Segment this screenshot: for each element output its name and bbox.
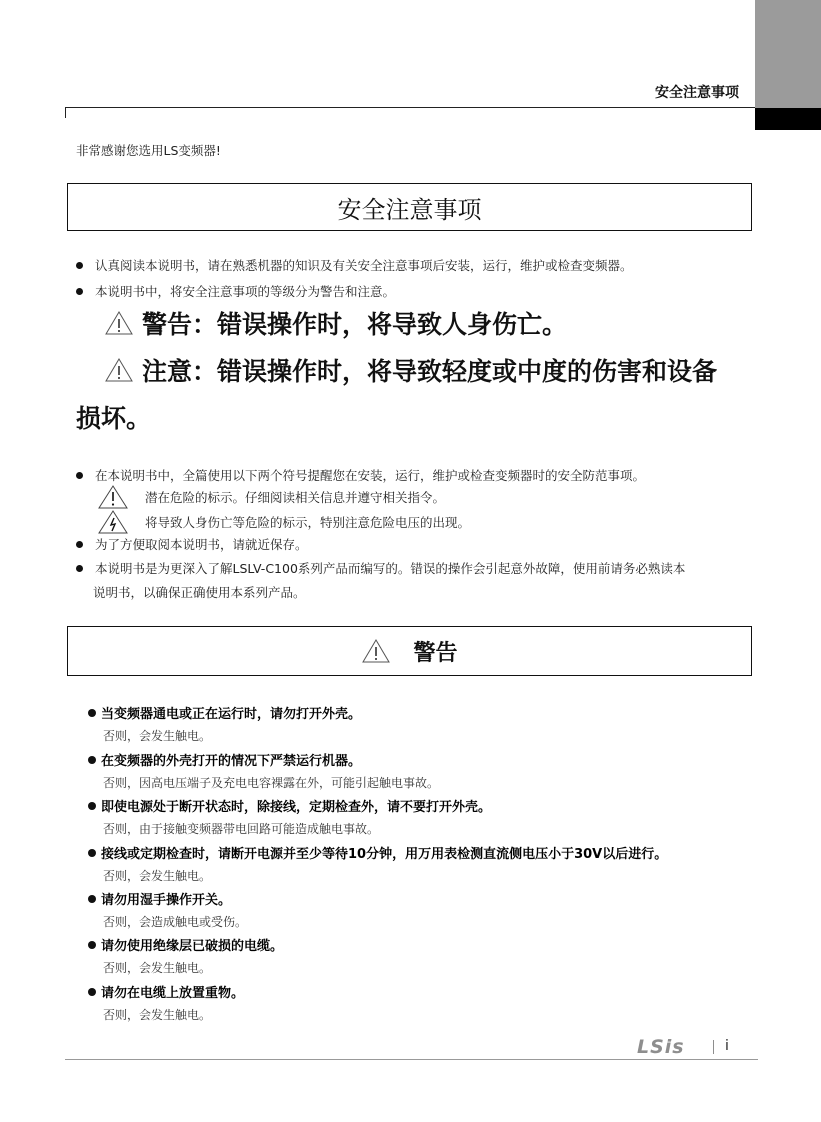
symbol-label: 潜在危险的标示。仔细阅读相关信息并遵守相关指令。 <box>145 490 446 505</box>
warning-item-detail: 否则，由于接触变频器带电回路可能造成触电事故。 <box>103 822 380 836</box>
bullet-icon <box>76 262 83 269</box>
warning-item-title: 接线或定期检查时，请断开电源并至少等待10分钟，用万用表检测直流侧电压小于30V以后进行。 <box>101 847 668 862</box>
safety-title: 安全注意事项 <box>337 195 482 224</box>
caution-triangle-icon <box>104 357 134 383</box>
warning-title: 警告 <box>413 640 458 666</box>
warning-item-detail: 否则，会发生触电。 <box>103 961 212 975</box>
warning-item-detail: 否则，会发生触电。 <box>103 869 212 883</box>
caution-level-text: 注意：错误操作时，将导致轻度或中度的伤害和设备 <box>142 357 718 386</box>
warning-item-detail: 否则，会发生触电。 <box>103 729 212 743</box>
warning-item <box>88 843 667 862</box>
keep-manual-text: 为了方便取阅本说明书，请就近保存。 <box>95 537 308 552</box>
purpose-text-continued: 说明书，以确保正确使用本系列产品。 <box>93 585 306 600</box>
footer-rule <box>65 1059 758 1060</box>
warning-level-line <box>104 305 567 341</box>
bullet-icon <box>88 756 96 764</box>
thanks-text: 非常感谢您选用LS变频器! <box>76 143 221 158</box>
warning-item-title: 请勿使用绝缘层已破损的电缆。 <box>101 939 284 954</box>
bullet-icon <box>88 849 96 857</box>
warning-item-detail: 否则，因高电压端子及充电电容裸露在外，可能引起触电事故。 <box>103 776 440 790</box>
warning-triangle-icon <box>104 310 134 336</box>
intro-bullet-text: 本说明书中，将安全注意事项的等级分为警告和注意。 <box>95 284 396 299</box>
bullet-icon <box>88 941 96 949</box>
purpose-text: 本说明书是为更深入了解LSLV-C100系列产品而编写的。错误的操作会引起意外故障，使用前请务必熟读本 <box>95 561 686 576</box>
lsis-logo: LSis <box>637 1036 685 1058</box>
warning-triangle-icon <box>361 638 391 664</box>
warning-item-title: 请勿在电缆上放置重物。 <box>101 986 245 1001</box>
symbol-label: 将导致人身伤亡等危险的标示，特别注意危险电压的出现。 <box>145 515 471 530</box>
page-number: i <box>725 1038 729 1054</box>
symbol-intro-text: 在本说明书中，全篇使用以下两个符号提醒您在安装，运行，维护或检查变频器时的安全防范事项。 <box>95 468 646 483</box>
purpose-bullet <box>76 559 685 577</box>
warning-item-title: 当变频器通电或正在运行时，请勿打开外壳。 <box>101 707 362 722</box>
bullet-icon <box>76 288 83 295</box>
exclamation-triangle-icon <box>97 485 129 509</box>
page-number-separator <box>713 1040 714 1054</box>
caution-level-continued: 损坏。 <box>76 404 152 433</box>
bullet-icon <box>76 565 83 572</box>
bullet-icon <box>88 988 96 996</box>
header-rule-tick <box>65 107 66 118</box>
symbol-row-exclamation <box>97 485 445 509</box>
bullet-icon <box>88 895 96 903</box>
warning-item-title: 请勿用湿手操作开关。 <box>101 893 232 908</box>
bullet-icon <box>88 802 96 810</box>
bullet-icon <box>76 472 83 479</box>
symbol-intro-bullet <box>76 466 645 484</box>
warning-title-box <box>67 626 752 676</box>
warning-item-title: 即使电源处于断开状态时，除接线，定期检查外，请不要打开外壳。 <box>101 800 492 815</box>
header-rule <box>65 107 755 108</box>
keep-manual-bullet <box>76 535 308 553</box>
running-header-title: 安全注意事项 <box>655 85 739 101</box>
warning-item-detail: 否则，会发生触电。 <box>103 1008 212 1022</box>
intro-bullet-text: 认真阅读本说明书，请在熟悉机器的知识及有关安全注意事项后安装，运行，维护或检查变频器。 <box>95 258 633 273</box>
chapter-tab <box>755 0 821 108</box>
symbol-row-lightning <box>97 510 470 534</box>
warning-level-text: 警告：错误操作时，将导致人身伤亡。 <box>142 310 568 339</box>
lightning-triangle-icon <box>97 510 129 534</box>
warning-item-title: 在变频器的外壳打开的情况下严禁运行机器。 <box>101 754 362 769</box>
warning-item <box>88 796 491 815</box>
safety-title-box <box>67 183 752 231</box>
caution-level-line <box>104 352 717 388</box>
warning-item <box>88 935 283 954</box>
intro-bullet <box>76 282 395 300</box>
warning-item <box>88 703 361 722</box>
bullet-icon <box>76 541 83 548</box>
warning-item <box>88 750 361 769</box>
warning-item-detail: 否则，会造成触电或受伤。 <box>103 915 248 929</box>
warning-item <box>88 889 231 908</box>
warning-item <box>88 982 244 1001</box>
bullet-icon <box>88 709 96 717</box>
intro-bullet <box>76 256 633 274</box>
chapter-tab-marker <box>755 108 821 130</box>
